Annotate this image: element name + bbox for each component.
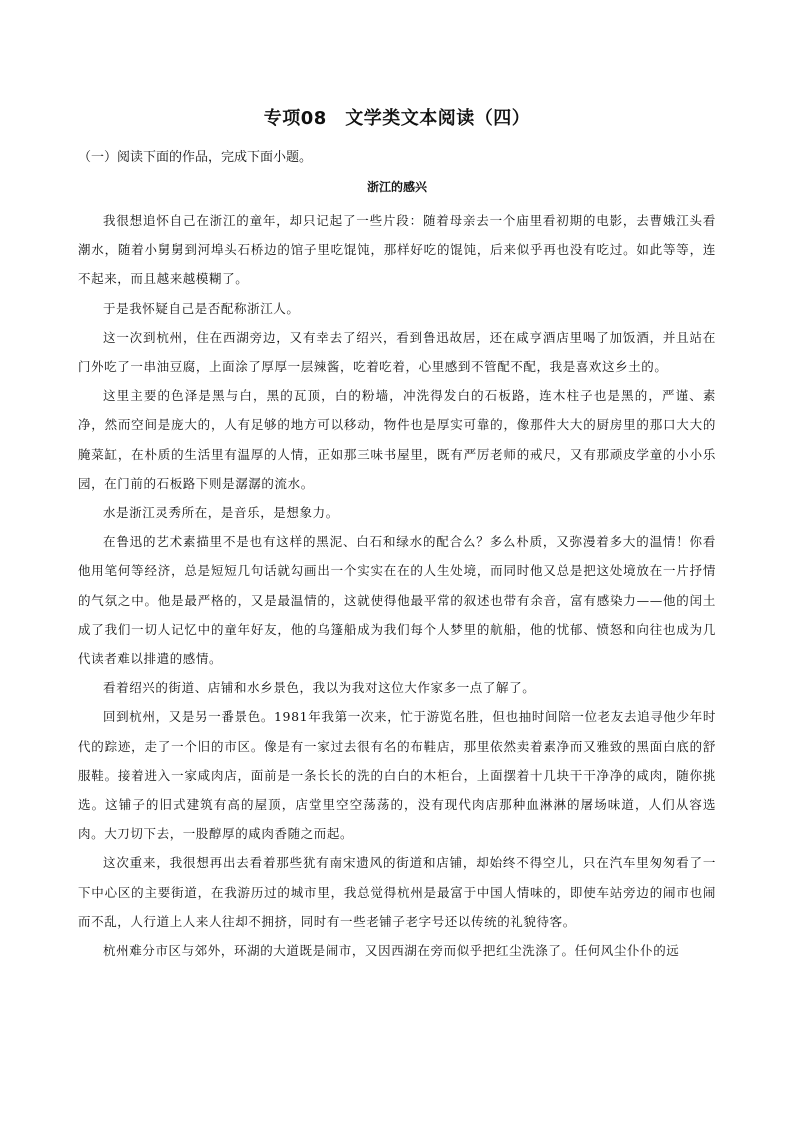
reading-instruction: （一）阅读下面的作品，完成下面小题。	[78, 150, 313, 165]
paragraph: 回到杭州，又是另一番景色。1981年我第一次来，忙于游览名胜，但也抽时间陪一位老友去追寻他少年时代的踪迹，走了一个旧的市区。像是有一家过去很有名的布鞋店，那里依然卖着素净而又雅致的黑面白底的舒服鞋。接着进入一家咸肉店，面前是一条长长的洗的白白的木柜台，上面摆着十几块干干净净的咸肉，随你挑选。这铺子的旧式建筑有高的屋顶，店堂里空空荡荡的，没有现代肉店那种血淋淋的屠场味道，人们从容选肉。大刀切下去，一股醇厚的咸肉香随之而起。	[78, 709, 716, 842]
paragraph: 这一次到杭州，住在西湖旁边，又有幸去了绍兴，看到鲁迅故居，还在咸亨酒店里喝了加饭酒，并且站在门外吃了一串油豆腐，上面涂了厚厚一层辣酱，吃着吃着，心里感到不管配不配，我是喜欢这乡土的。	[78, 329, 716, 375]
paragraph: 这次重来，我很想再出去看着那些犹有南宋遗风的街道和店铺，却始终不得空儿，只在汽车里匆匆看了一下中心区的主要街道，在我游历过的城市里，我总觉得杭州是最富于中国人情味的，即使车站旁边的闹市也闹而不乱，人行道上人来人往却不拥挤，同时有一些老铺子老字号还以传统的礼貌待客。	[78, 855, 716, 929]
paragraph: 水是浙江灵秀所在，是音乐，是想象力。	[103, 505, 339, 521]
document-title: 专项08 文学类文本阅读（四）	[263, 108, 531, 129]
paragraph: 看着绍兴的街道、店铺和水乡景色，我以为我对这位大作家多一点了解了。	[103, 680, 536, 696]
paragraph: 于是我怀疑自己是否配称浙江人。	[103, 300, 300, 316]
paragraph: 我很想追怀自己在浙江的童年，却只记起了一些片段：随着母亲去一个庙里看初期的电影，去曹娥江头看潮水，随着小舅舅到河埠头石桥边的馆子里吃馄饨，那样好吃的馄饨，后来似乎再也没有吃过。如此等等，连不起来，而且越来越模糊了。	[78, 213, 716, 287]
paragraph: 在鲁迅的艺术素描里不是也有这样的黑泥、白石和绿水的配合么？多么朴质，又弥漫着多大的温情！你看他用笔何等经济，总是短短几句话就勾画出一个实实在在的人生处境，而同时他又总是把这处境放在一片抒情的气氛之中。他是最严格的，又是最温情的，这就使得他最平常的叙述也带有余音，富有感染力——他的闰土成了我们一切人记忆中的童年好友，他的乌篷船成为我们每个人梦里的航船，他的忧郁、愤怒和向往也成为几代读者难以排遣的感情。	[78, 534, 716, 667]
article-body	[78, 206, 716, 965]
article-title: 浙江的感兴	[366, 180, 427, 194]
paragraph: 杭州难分市区与郊外，环湖的大道既是闹市，又因西湖在旁而似乎把红尘洗涤了。任何风尘仆仆的远	[103, 943, 680, 959]
paragraph: 这里主要的色泽是黑与白，黑的瓦顶，白的粉墙，冲洗得发白的石板路，连木柱子也是黑的，严谨、素净，然而空间是庞大的，人有足够的地方可以移动，物件也是厚实可靠的，像那件大大的厨房里的那口大大的腌菜缸，在朴质的生活里有温厚的人情，正如那三味书屋里，既有严厉老师的戒尺，又有那顽皮学童的小小乐园，在门前的石板路下则是潺潺的流水。	[78, 388, 716, 491]
